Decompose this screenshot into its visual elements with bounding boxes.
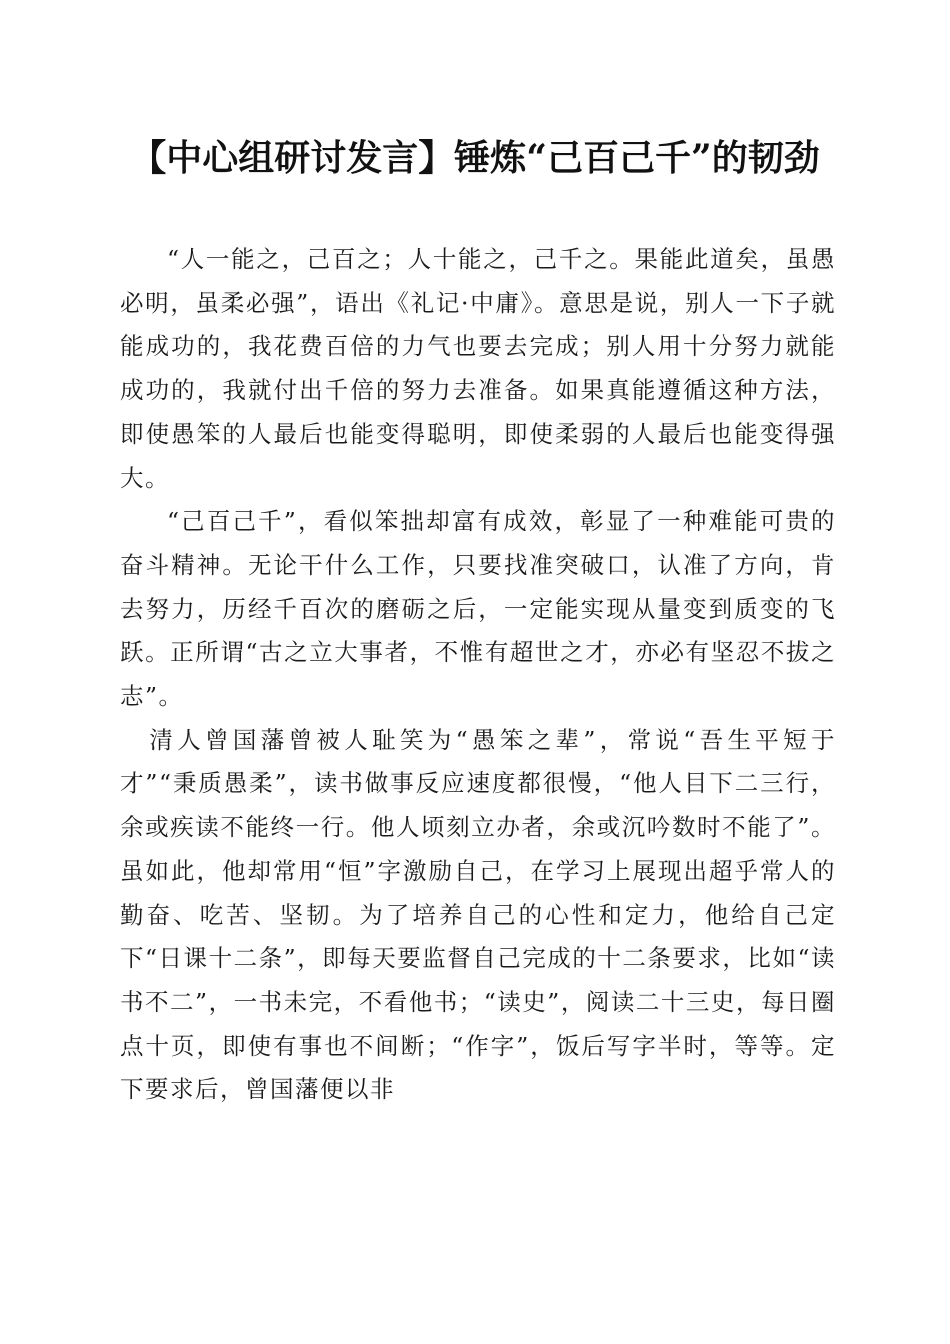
paragraph-1: “人一能之，己百之；人十能之，己千之。果能此道矣，虽愚必明，虽柔必强”，语出《礼记·中庸》。意思是说，别人一下子就能成功的，我花费百倍的力气也要去完成；别人用十分努力就能成功的，我就付出千倍的努力去准备。如果真能遵循这种方法，即使愚笨的人最后也能变得聪明，即使柔弱的人最后也能变得强大。	[120, 245, 836, 492]
document-title: 【中心组研讨发言】锤炼“己百己千”的韧劲	[130, 137, 820, 179]
paragraph-2: “己百己千”，看似笨拙却富有成效，彰显了一种难能可贵的奋斗精神。无论干什么工作，只要找准突破口，认准了方向，肯去努力，历经千百次的磨砺之后，一定能实现从量变到质变的飞跃。正所谓“古之立大事者，不惟有超世之才，亦必有坚忍不拔之志”。	[120, 507, 836, 711]
paragraph-3: 清人曾国藩曾被人耻笑为“愚笨之辈”，常说“吾生平短于才”“秉质愚柔”，读书做事反应速度都很慢，“他人目下二三行，余或疾读不能终一行。他人顷刻立办者，余或沉吟数时不能了”。虽如此，他却常用“恒”字激励自己，在学习上展现出超乎常人的勤奋、吃苦、坚韧。为了培养自己的心性和定力，他给自己定下“日课十二条”，即每天要监督自己完成的十二条要求，比如“读书不二”，一书未完，不看他书；“读史”，阅读二十三史，每日圈点十页，即使有事也不间断；“作字”，饭后写字半时，等等。定下要求后，曾国藩便以非	[120, 725, 836, 1104]
document-body	[120, 238, 836, 1112]
